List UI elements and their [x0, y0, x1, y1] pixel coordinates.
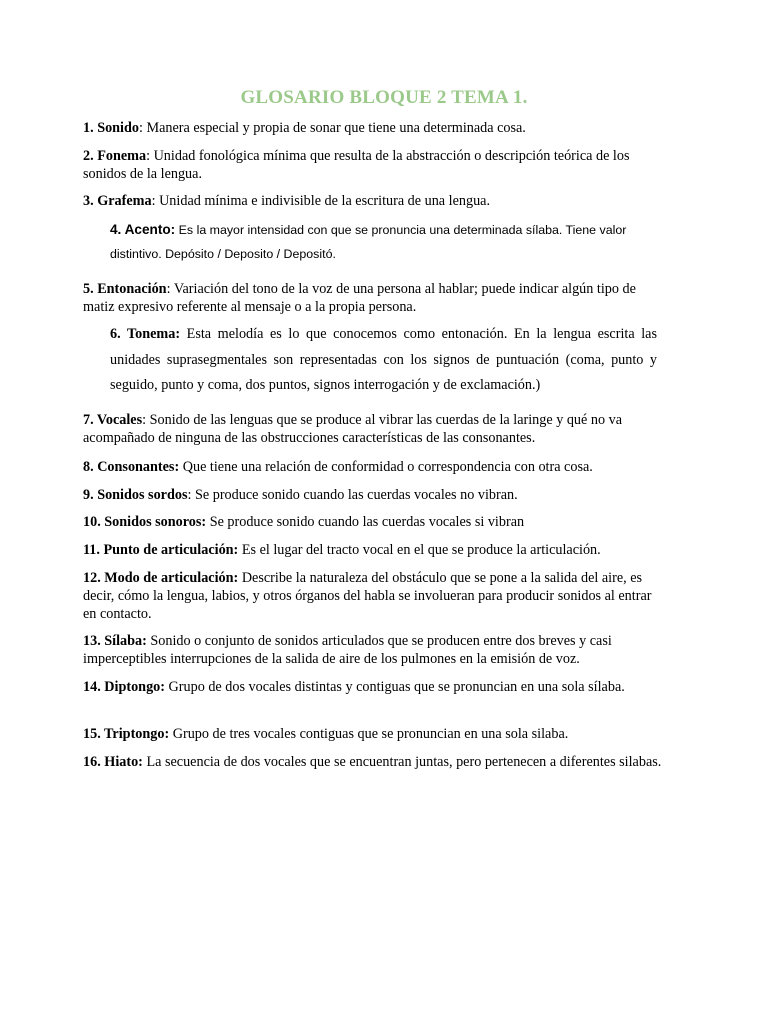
entry-term: 12. Modo de articulación: [83, 570, 239, 586]
entry-definition: Es el lugar del tracto vocal en el que se produce la articulación. [238, 542, 601, 558]
entry-term: 10. Sonidos sonoros: [83, 514, 207, 530]
glossary-entry-vocales [83, 411, 663, 447]
entry-definition: La secuencia de dos vocales que se encuentran juntas, pero pertenecen a diferentes silabas. [142, 754, 662, 770]
glossary-entry-entonacion [83, 280, 663, 316]
entry-term: 1. Sonido [83, 120, 139, 136]
entry-separator: : [166, 281, 171, 297]
entry-definition: Es la mayor intensidad con que se pronuncia una determinada sílaba. Tiene valor distintivo. Depósito / Deposito / Depositó. [110, 223, 627, 261]
entry-definition: Unidad fonológica mínima que resulta de la abstracción o descripción teórica de los sonidos de la lengua. [83, 148, 630, 182]
entry-term: 7. Vocales [83, 412, 143, 428]
entry-separator: : [151, 193, 156, 209]
entry-term: 5. Entonación [83, 281, 167, 297]
entry-definition: Variación del tono de la voz de una persona al hablar; puede indicar algún tipo de matiz expresivo referente al mensaje o a la propia persona. [83, 281, 636, 315]
entry-definition: Manera especial y propia de sonar que tiene una determinada cosa. [142, 120, 526, 136]
entry-definition: Sonido o conjunto de sonidos articulados que se producen entre dos breves y casi imperceptibles interrupciones de la salida de aire de los pulmones en la emisión de voz. [83, 633, 612, 667]
glossary-entry-acento [110, 218, 666, 266]
entry-term: 14. Diptongo: [83, 679, 165, 695]
entry-definition: Se produce sonido cuando las cuerdas vocales no vibran. [191, 487, 518, 503]
entry-term: 11. Punto de articulación: [83, 542, 239, 558]
glossary-entry-silaba [83, 632, 663, 668]
entry-definition: Describe la naturaleza del obstáculo que se pone a la salida del aire, es decir, cómo la lengua, labios, y otros órganos del habla se involueran para producir sonidos al entrar en contacto. [83, 570, 652, 622]
entry-definition: Esta melodía es lo que conocemos como entonación. En la lengua escrita las unidades suprasegmentales son representadas con los signos de puntuación (coma, punto y seguido, punto y coma, dos puntos, signos interrogación y de exclamación.) [110, 326, 657, 393]
entry-definition: Grupo de dos vocales distintas y contiguas que se pronuncian en una sola sílaba. [164, 679, 625, 695]
document-title: GLOSARIO BLOQUE 2 TEMA 1. [240, 87, 528, 108]
glossary-entry-triptongo [83, 725, 663, 743]
entry-separator: : [146, 148, 151, 164]
entry-term: 9. Sonidos sordos [83, 487, 188, 503]
glossary-entry-grafema [83, 192, 663, 210]
glossary-entry-sonidos-sonoros [83, 513, 663, 531]
entry-separator: : [139, 120, 143, 136]
entry-term: 4. Acento: [110, 222, 176, 237]
entry-term: 6. Tonema: [110, 326, 181, 342]
entry-term: 15. Triptongo: [83, 726, 170, 742]
glossary-entry-modo-articulacion [83, 569, 663, 623]
glossary-entry-sonido [83, 119, 663, 137]
entry-term: 13. Sílaba: [83, 633, 147, 649]
entry-separator: : [142, 412, 147, 428]
entry-definition: Se produce sonido cuando las cuerdas vocales si vibran [206, 514, 525, 530]
glossary-entry-punto-articulacion [83, 541, 663, 559]
entry-term: 8. Consonantes: [83, 459, 180, 475]
entry-definition: Que tiene una relación de conformidad o correspondencia con otra cosa. [179, 459, 593, 475]
entry-definition: Sonido de las lenguas que se produce al vibrar las cuerdas de la laringe y qué no va acompañado de ninguna de las obstrucciones características de las consonantes. [83, 412, 622, 446]
entry-separator: : [187, 487, 192, 503]
glossary-entry-hiato [83, 753, 663, 771]
entry-term: 2. Fonema [83, 148, 147, 164]
glossary-entry-sonidos-sordos [83, 486, 663, 504]
entry-definition: Grupo de tres vocales contiguas que se pronuncian en una sola silaba. [169, 726, 569, 742]
entry-definition: Unidad mínima e indivisible de la escritura de una lengua. [155, 193, 491, 209]
glossary-entry-tonema [110, 322, 657, 399]
entry-term: 3. Grafema [83, 193, 152, 209]
glossary-entry-consonantes [83, 458, 663, 476]
glossary-entry-diptongo [83, 678, 663, 696]
entry-term: 16. Hiato: [83, 754, 143, 770]
glossary-entry-fonema [83, 147, 663, 183]
